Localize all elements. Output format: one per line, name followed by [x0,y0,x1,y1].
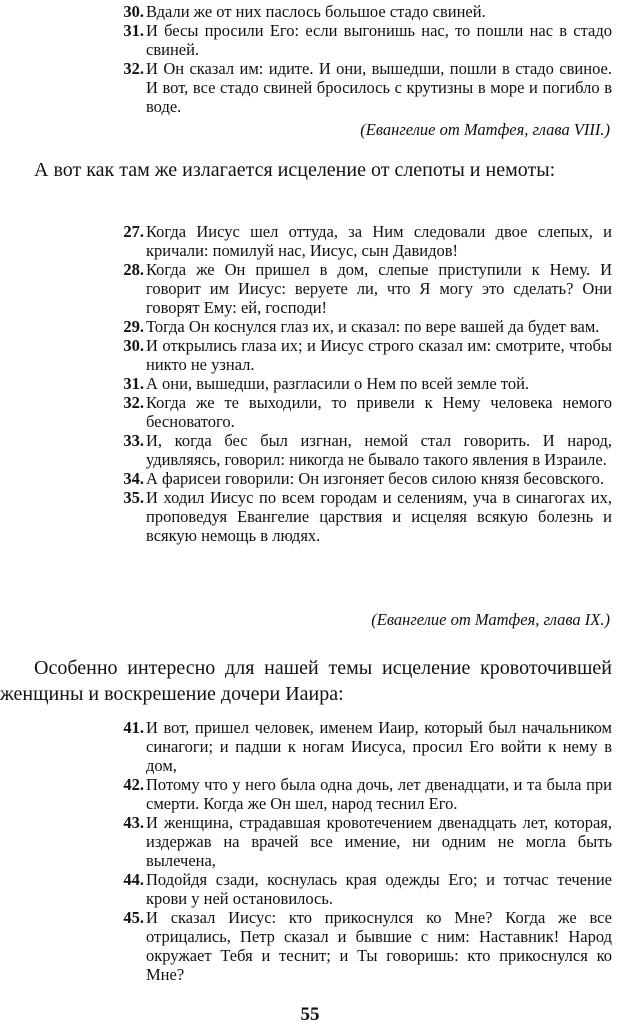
verse-text: Когда же те выходили, то привели к Нему человека немого бесноватого. [146,393,612,431]
verse [112,775,612,813]
verse-text: И открылись глаза их; и Иисус строго сказал им: смотрите, чтобы никто не узнал. [146,336,612,374]
verse-number: 45. [123,908,144,927]
verse-number: 27. [123,222,144,241]
verse [112,317,612,336]
verse-number: 31. [123,374,144,393]
verse [112,488,612,545]
verse-text: Тогда Он коснулся глаз их, и сказал: по вере вашей да будет вам. [146,317,600,336]
verse [112,431,612,469]
verse-number: 31. [123,21,144,40]
verse-text: Когда Иисус шел оттуда, за Ним следовали двое слепых, и кричали: помилуй нас, Иисус, сын Давидов! [146,222,612,260]
verse [112,469,612,488]
verse-text: Потому что у него была одна дочь, лет двенадцати, и та была при смерти. Когда же Он шел, народ теснил Его. [146,775,612,813]
verse-text: И, когда бес был изгнан, немой стал говорить. И народ, удивляясь, говорил: никогда не бывало такого явления в Израиле. [146,431,612,469]
verse-number: 42. [123,775,144,794]
verse [112,336,612,374]
intro-paragraph-1: А вот как там же излагается исцеление от слепоты и немоты: [34,159,556,181]
verse [112,21,612,59]
verse-text: И ходил Иисус по всем городам и селениям, уча в синагогах их, проповедуя Евангелие царствия и исцеляя всякую болезнь и всякую немощь в людях. [146,488,612,545]
citation-matthew-9: (Евангелие от Матфея, глава IX.) [371,610,610,629]
verse-number: 35. [123,488,144,507]
verse-number: 44. [123,870,144,889]
verse-block-matthew-8 [112,2,612,116]
verse [112,393,612,431]
verse-number: 43. [123,813,144,832]
verse [112,260,612,317]
verse [112,59,612,116]
verse-text: А они, вышедши, разгласили о Нем по всей земле той. [146,374,530,393]
verse-number: 41. [123,718,144,737]
verse-text: И вот, пришел человек, именем Иаир, который был начальником синагоги; и падши к ногам Иисуса, просил Его войти к нему в дом, [146,718,612,775]
verse-text: А фарисеи говорили: Он изгоняет бесов силою князя бесовского. [146,469,605,488]
verse-number: 28. [123,260,144,279]
page-number: 55 [300,1004,320,1025]
verse [112,870,612,908]
verse-text: И сказал Иисус: кто прикоснулся ко Мне? Когда же все отрицались, Петр сказал и бывшие с ним: Наставник! Народ окружает Тебя и теснит; и Ты говоришь: кто прикоснулся ко Мне? [146,908,612,984]
verse-number: 32. [123,393,144,412]
verse-number: 30. [123,2,144,21]
verse-number: 32. [123,59,144,78]
verse-text: И Он сказал им: идите. И они, вышедши, пошли в стадо свиное. И вот, все стадо свиней бросилось с крутизны в море и погибло в воде. [146,59,612,116]
verse-block-luke-8 [112,718,612,984]
intro-paragraph-2: Особенно интересно для нашей темы исцеление кровоточившей женщины и воскрешение дочери Иаира: [0,657,612,705]
verse [112,813,612,870]
verse [112,374,612,393]
verse-text: Вдали же от них паслось большое стадо свиней. [146,2,486,21]
verse [112,2,612,21]
verse-text: И бесы просили Его: если выгонишь нас, то пошли нас в стадо свиней. [146,21,612,59]
citation-matthew-8: (Евангелие от Матфея, глава VIII.) [360,120,610,139]
verse [112,222,612,260]
verse [112,718,612,775]
verse-text: Когда же Он пришел в дом, слепые приступили к Нему. И говорит им Иисус: веруете ли, что Я могу это сделать? Они говорят Ему: ей, господи! [146,260,612,317]
verse-text: И женщина, страдавшая кровотечением двенадцать лет, которая, издержав на врачей все имение, ни одним не могла быть вылечена, [146,813,612,870]
verse-text: Подойдя сзади, коснулась края одежды Его; и тотчас течение крови у ней остановилось. [146,870,612,908]
verse-number: 30. [123,336,144,355]
verse-number: 34. [123,469,144,488]
verse-number: 33. [123,431,144,450]
verse [112,908,612,984]
verse-number: 29. [123,317,144,336]
verse-block-matthew-9 [112,222,612,545]
